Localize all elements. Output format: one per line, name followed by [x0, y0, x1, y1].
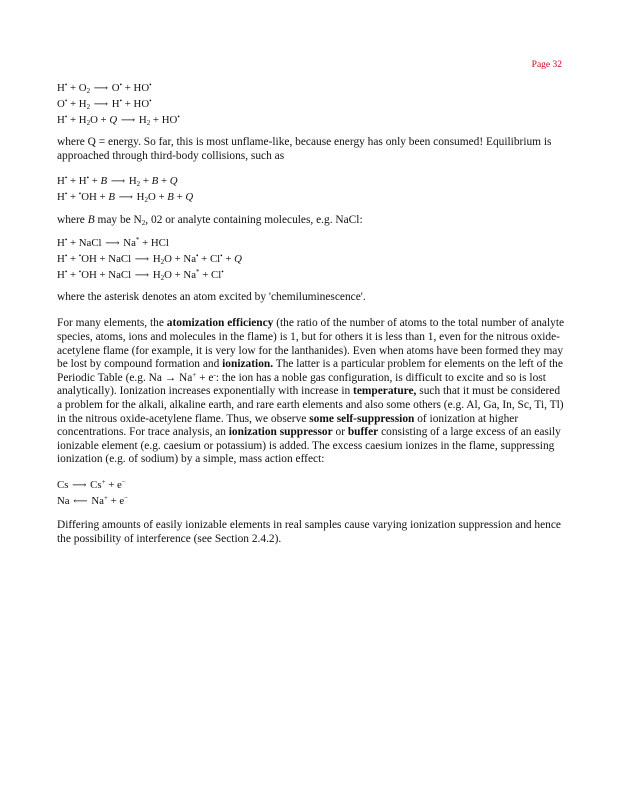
equation: Cs ⟶ Cs+ + e− — [57, 477, 126, 491]
reaction-block-1 — [57, 80, 567, 128]
page-number: Page 32 — [531, 60, 562, 70]
reaction-block-4 — [57, 477, 567, 509]
paragraph-ionization: For many elements, the atomization efficiency (the ratio of the number of atoms to the total number of analyte species, atoms, ions and molecules in the flame) is 1, but for others it is less than 1, even for the nitrous oxide-acetylene flame (for example, it is very low for the lanthanides). Even when atoms have been formed they may be lost by compound formation and ionization. The latter is a particular problem for elements on the left of the Periodic Table (e.g. Na → Na+ + e-: the ion has a noble gas configuration, is difficult to excite and so is lost analytically). Ionization increases exponentially with increase in temperature, such that it must be considered a problem for the alkali, alkaline earth, and rare earth elements and also some others (e.g. Al, Ga, In, Sc, Ti, Tl) in the nitrous oxide-acetylene flame. Thus, we observe some self-suppression of ionization at higher concentrations. For trace analysis, an ionization suppressor or buffer consisting of a large excess of an easily ionizable element (e.g. caesium or potassium) is added. The excess caesium ionizes in the flame, suppressing ionization (e.g. of sodium) by a simple, mass action effect: — [57, 317, 565, 466]
equation: H• + •OH + B ⟶ $H_2O + B + Q$ — [57, 190, 194, 205]
paragraph-where-b: where B may be $N_2$, 02 or analyte containing molecules, e.g. NaCl: — [57, 214, 363, 228]
reaction-block-3 — [57, 235, 567, 283]
paragraph-interference: Differing amounts of easily ionizable elements in real samples cause varying ionization suppression and hence the possibility of interference (see Section 2.4.2). — [57, 518, 561, 545]
equation: $O^• + H_2$ ⟶ H• + HO• — [57, 97, 152, 111]
paragraph-energy: where Q = energy. So far, this is most unflame-like, because energy has only been consumed! Equilibrium is approached through third-body collisions, such as — [57, 136, 552, 162]
reaction-block-2 — [57, 173, 567, 205]
equation: $H^• + O_2$ ⟶ O• + HO• — [57, 81, 152, 95]
equation: H• + •OH + NaCl ⟶ $H_2O + Na^• + Cl^• + Q$ — [57, 251, 242, 266]
equation: H• + •OH + NaCl ⟶ $H_2O + Na^* + Cl^•$ — [57, 267, 224, 282]
equation: H• + NaCl ⟶ Na* + HCl — [57, 235, 169, 249]
paragraph-asterisk: where the asterisk denotes an atom excited by 'chemiluminescence'. — [57, 290, 366, 303]
page-content — [57, 80, 567, 546]
equation: Na ⟵ Na+ + e− — [57, 493, 129, 507]
equation: $H^• + H_2O + Q$ ⟶ $H_2 + HO^•$ — [57, 113, 180, 127]
equation: H• + H• + B ⟶ $H_2 + B + Q$ — [57, 174, 178, 189]
